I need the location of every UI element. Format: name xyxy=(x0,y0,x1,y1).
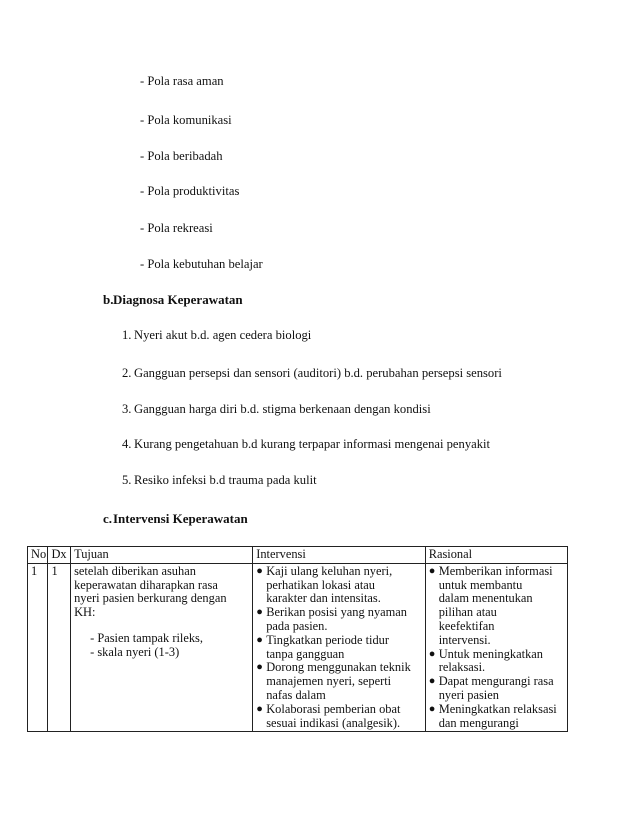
diagnosis-text: Gangguan persepsi dan sensori (auditori) b.d. perubahan persepsi sensori xyxy=(134,366,502,380)
cell-intervensi xyxy=(253,563,425,732)
diagnosis-text: Gangguan harga diri b.d. stigma berkenaan dengan kondisi xyxy=(134,402,431,416)
rasional-item: ● Memberikan informasi untuk membantu dalam menentukan pilihan atau keefektifan intervensi. xyxy=(428,563,553,647)
tujuan-line: setelah diberikan asuhan xyxy=(74,563,196,578)
diagnosis-text: Resiko infeksi b.d trauma pada kulit xyxy=(134,473,317,487)
cell-tujuan xyxy=(71,563,253,732)
section-title: Diagnosa Keperawatan xyxy=(113,292,243,307)
pola-item: - Pola produktivitas xyxy=(140,184,240,198)
tujuan-line: nyeri pasien berkurang dengan xyxy=(74,591,227,606)
header-intervensi: Intervensi xyxy=(253,547,425,564)
bullet-icon: ● xyxy=(428,564,436,577)
tujuan-line: KH: xyxy=(74,605,96,620)
rasional-item: ● Dapat mengurangi rasa nyeri pasien xyxy=(428,674,554,702)
table-header-row xyxy=(28,547,568,564)
diagnosis-item xyxy=(122,473,317,488)
tujuan-line: keperawatan diharapkan rasa xyxy=(74,577,218,592)
diagnosis-number: 1. xyxy=(122,328,132,342)
diagnosis-number: 4. xyxy=(122,437,132,451)
kriteria-hasil-list xyxy=(74,632,249,660)
bullet-icon: ● xyxy=(428,702,436,715)
rasional-item: ● Meningkatkan relaksasi dan mengurangi xyxy=(428,701,557,730)
section-letter: b. xyxy=(103,292,114,307)
bullet-icon: ● xyxy=(428,647,436,660)
header-rasional: Rasional xyxy=(425,547,567,564)
cell-dx: 1 xyxy=(48,563,71,732)
section-letter: c. xyxy=(103,511,113,526)
kriteria-item: - Pasien tampak rileks, xyxy=(90,630,203,645)
intervensi-list xyxy=(256,565,421,731)
bullet-icon: ● xyxy=(256,661,263,674)
diagnosis-item xyxy=(122,402,431,417)
bullet-icon: ● xyxy=(256,606,263,619)
pola-item: - Pola komunikasi xyxy=(140,113,232,127)
diagnosis-text: Kurang pengetahuan b.d kurang terpapar informasi mengenai penyakit xyxy=(134,437,490,451)
cell-no: 1 xyxy=(28,563,48,732)
diagnosis-item xyxy=(122,366,502,381)
bullet-icon: ● xyxy=(256,702,263,715)
section-heading-diagnosa xyxy=(103,292,243,308)
intervensi-item: ● Kolaborasi pemberian obat sesuai indikasi (analgesik). xyxy=(256,701,401,730)
bullet-icon: ● xyxy=(256,564,263,577)
intervensi-item: ● Tingkatkan periode tidur tanpa gangguan xyxy=(256,632,389,661)
header-no: No xyxy=(28,547,48,564)
diagnosis-number: 2. xyxy=(122,366,132,380)
intervensi-item: ● Berikan posisi yang nyaman pada pasien. xyxy=(256,605,407,633)
diagnosis-item xyxy=(122,328,311,343)
diagnosis-number: 3. xyxy=(122,402,132,416)
section-heading-intervensi xyxy=(103,511,248,527)
cell-rasional xyxy=(425,563,567,732)
header-dx: Dx xyxy=(48,547,71,564)
diagnosis-number: 5. xyxy=(122,473,132,487)
rasional-list xyxy=(429,565,564,731)
pola-item: - Pola beribadah xyxy=(140,149,223,163)
diagnosis-item xyxy=(122,437,490,452)
bullet-icon: ● xyxy=(428,675,436,688)
table-row xyxy=(28,563,568,732)
intervensi-item: ● Dorong menggunakan teknik manajemen nyeri, seperti nafas dalam xyxy=(256,660,411,702)
pola-item: - Pola rasa aman xyxy=(140,74,224,88)
rasional-item: ● Untuk meningkatkan relaksasi. xyxy=(428,646,543,675)
kriteria-item: - skala nyeri (1-3) xyxy=(90,644,180,659)
header-tujuan: Tujuan xyxy=(71,547,253,564)
intervensi-item: ● Kaji ulang keluhan nyeri, perhatikan lokasi atau karakter dan intensitas. xyxy=(256,563,393,606)
section-title: Intervensi Keperawatan xyxy=(113,511,248,526)
intervention-table xyxy=(27,546,568,732)
diagnosis-text: Nyeri akut b.d. agen cedera biologi xyxy=(134,328,312,342)
bullet-icon: ● xyxy=(256,633,263,646)
pola-item: - Pola kebutuhan belajar xyxy=(140,257,263,271)
pola-item: - Pola rekreasi xyxy=(140,221,213,235)
